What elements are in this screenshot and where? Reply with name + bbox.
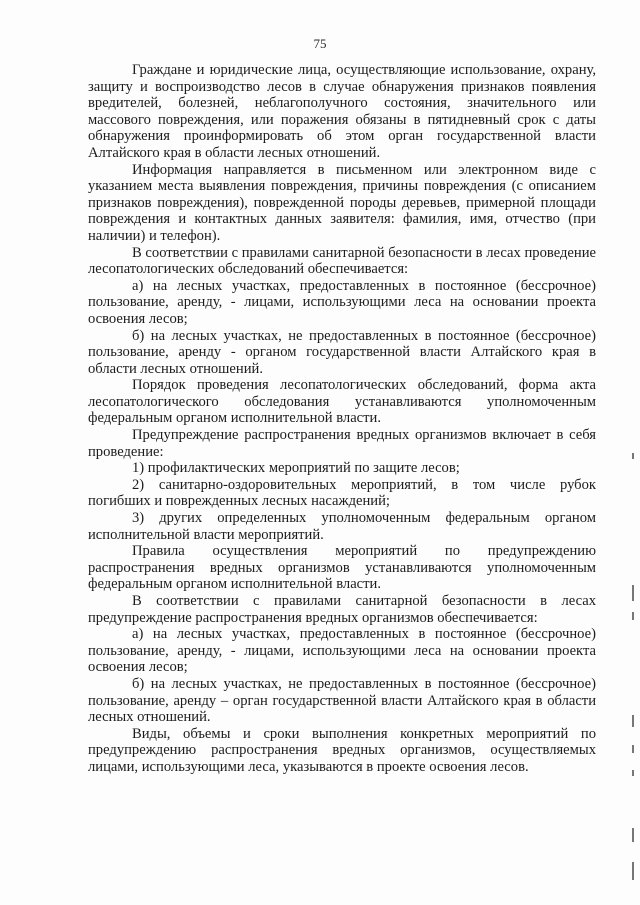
paragraph-prevention-item-b: б) на лесных участках, не предоставленных в постоянное (бессрочное) пользование, аренду – орган государственной власти Алтайского края в области лесных отношений. (88, 675, 596, 726)
scan-artifact-mark (632, 828, 634, 842)
scan-artifact-mark (632, 453, 634, 459)
paragraph-reporting-obligation: Граждане и юридические лица, осуществляющие использование, охрану, защиту и воспроизводство лесов в случае обнаружения признаков появления вредителей, болезней, неблагополучного состояния, значительного или массового повреждения, или поражения обязаны в пятидневный срок с даты обнаружения проинформировать об этом орган государственной власти Алтайского края в области лесных отношений. (88, 62, 596, 161)
paragraph-prevention-rules: Правила осуществления мероприятий по предупреждению распространения вредных организмов устанавливаются уполномоченным федеральным органом исполнительной власти. (88, 543, 596, 593)
scan-artifact-mark (632, 862, 634, 880)
document-body (88, 62, 596, 776)
paragraph-survey-item-b: б) на лесных участках, не предоставленных в постоянное (бессрочное) пользование, аренду - органом государственной власти Алтайского края в области лесных отношений. (88, 327, 596, 377)
paragraph-prevention-intro: Предупреждение распространения вредных организмов включает в себя проведение: (88, 427, 596, 460)
paragraph-prevention-item-2: 2) санитарно-оздоровительных мероприятий, в том числе рубок погибших и поврежденных лесных насаждений; (88, 476, 596, 510)
scan-artifact-mark (632, 612, 634, 620)
paragraph-survey-item-a: а) на лесных участках, предоставленных в постоянное (бессрочное) пользование, аренду, - лицами, использующими леса на основании проекта освоения лесов; (88, 277, 596, 327)
paragraph-information-format: Информация направляется в письменном или электронном виде с указанием места выявления повреждения, причины повреждения (с описанием признаков повреждения), поврежденной породы деревьев, примерной площади повреждения и контактных данных заявителя: фамилия, имя, отчество (при наличии) и телефон). (88, 161, 596, 244)
paragraph-measures-scope: Виды, объемы и сроки выполнения конкретных мероприятий по предупреждению распространения вредных организмов, осуществляемых лицами, использующими леса, указываются в проекте освоения лесов. (88, 725, 596, 775)
scan-artifact-mark (632, 715, 634, 727)
paragraph-prevention-item-1: 1) профилактических мероприятий по защите лесов; (132, 460, 460, 477)
paragraph-survey-responsibility: В соответствии с правилами санитарной безопасности в лесах проведение лесопатологических обследований обеспечивается: (88, 244, 596, 278)
scan-artifact-mark (632, 770, 634, 776)
paragraph-prevention-item-3: 3) других определенных уполномоченным федеральным органом исполнительной власти мероприятий. (88, 510, 596, 543)
page-number: 75 (313, 36, 327, 51)
paragraph-survey-procedure: Порядок проведения лесопатологических обследований, форма акта лесопатологического обследования устанавливаются уполномоченным федеральным органом исполнительной власти. (88, 377, 596, 427)
scan-artifact-mark (632, 585, 634, 601)
scan-artifact-mark (632, 745, 634, 753)
paragraph-prevention-item-a: а) на лесных участках, предоставленных в постоянное (бессрочное) пользование, аренду, - лицами, использующими леса на основании проекта освоения лесов; (88, 626, 596, 676)
paragraph-prevention-responsibility: В соответствии с правилами санитарной безопасности в лесах предупреждение распространения вредных организмов обеспечивается: (88, 593, 596, 626)
